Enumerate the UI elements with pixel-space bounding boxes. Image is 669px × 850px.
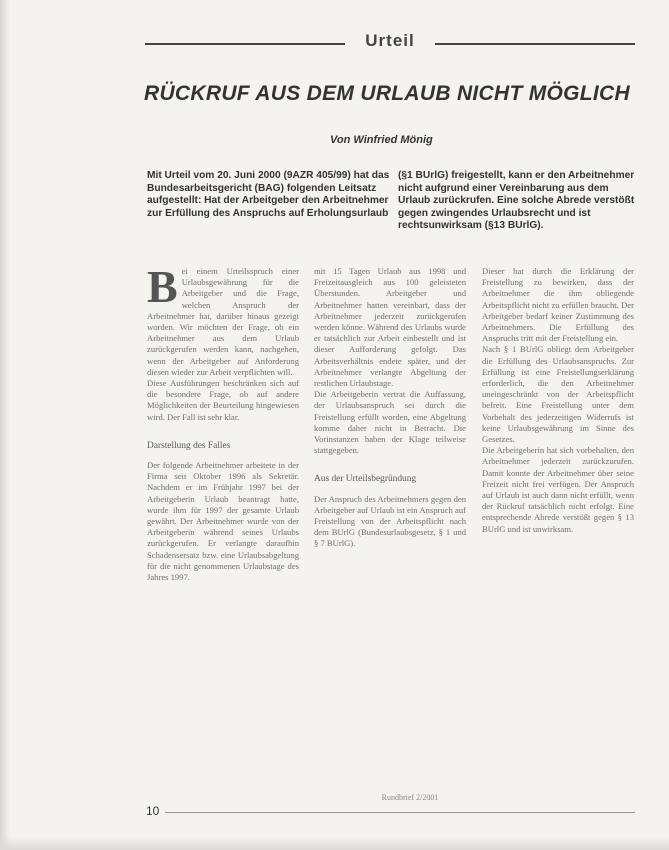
- article-title: RÜCKRUF AUS DEM URLAUB NICHT MÖGLICH: [144, 82, 630, 105]
- drop-cap: B: [147, 261, 178, 312]
- rubric-rule-right: [435, 43, 635, 45]
- rubric-rule-left: [145, 43, 345, 45]
- article-author: Von Winfried Mönig: [330, 134, 433, 146]
- scan-shadow-bottom: [0, 836, 669, 850]
- section-rubric: Urteil: [365, 31, 415, 50]
- body-paragraph: Dieser hat durch die Erklärung der Freistellung zu bewirken, dass der Arbeitnehmer die ihm obliegende Arbeitspflicht nicht zu erfüllen braucht. Der Arbeitgeber bedarf keiner Zustimmung des Arbeitnehmers. Die Erfüllung des Anspruchs tritt mit der Freistellung ein.: [482, 266, 634, 344]
- text-column-1: [147, 261, 299, 583]
- body-paragraph: Der folgende Arbeitnehmer arbeitete in der Firma seit Oktober 1996 als Sekretär. Nachdem er im Frühjahr 1997 bei der Arbeitgeberin Urlaub beantragt hatte, wurde ihm für 1997 der gesamte Urlaub gewährt. Der Arbeitnehmer wurde von der Arbeitgeberin während seines Urlaubs zurückgerufen. Er verlangte daraufhin Schadensersatz bzw. eine Urlaubsabgeltung für die nicht genommenen Urlaubstage des Jahres 1997.: [147, 460, 299, 583]
- body-paragraph: ei einem Urteilsspruch einer Urlaubsgewährung für die Arbeitgeber und die Frage, welchen Anspruch der Arbeitnehmer hat, darüber hinaus gezeigt worden. Wir möchten der Frage, ob ein Arbeitnehmer aus dem Urlaub zurückgerufen werden kann, nachgehen, wenn der Arbeitgeber auf Anforderung diesen wieder zur Arbeit verpflichten will.: [147, 266, 299, 377]
- body-paragraph: Nach § 1 BUrlG obliegt dem Arbeitgeber die Erfüllung des Urlaubsanspruchs. Zur Erfüllung ist eine Freistellungserklärung erforderlich, die den Arbeitnehmer uneingeschränkt von der Arbeitspflicht befreit. Eine Freistellung unter dem Vorbehalt des jederzeitigen Widerrufs ist keine Urlaubsgewährung im Sinne des Gesetzes.: [482, 344, 634, 445]
- page-number: 10: [146, 804, 160, 818]
- body-paragraph: Die Arbeitgeberin hat sich vorbehalten, den Arbeitnehmer jederzeit zurückzurufen. Damit konnte der Arbeitnehmer über seine Freizeit nicht frei verfügen. Der Anspruch auf Urlaub ist auch dann nicht erfüllt, wenn der Rückruf tatsächlich nicht erfolgt. Eine entsprechende Abrede verstößt gegen § 13 BUrlG und ist unwirksam.: [482, 445, 634, 534]
- lead-paragraph-right: (§1 BUrlG) freigestellt, kann er den Arbeitnehmer nicht aufgrund einer Vereinbarung aus dem Urlaub zurückrufen. Eine solche Abrede verstößt gegen zwingendes Urlaubsrecht und ist rechtsunwirksam (§13 BUrlG).: [398, 170, 635, 232]
- section-subheading: Darstellung des Falles: [147, 440, 231, 451]
- text-column-2: [314, 266, 466, 550]
- body-paragraph: Die Arbeitgeberin vertrat die Auffassung, der Urlaubsanspruch sei durch die Freistellung erfüllt worden, eine Abgeltung komme daher nicht in Betracht. Die Vorinstanzen haben der Klage teilweise stattgegeben.: [314, 389, 466, 456]
- body-paragraph: Diese Ausführungen beschränken sich auf die besondere Frage, ob auf andere Möglichkeiten der Beurteilung hingewiesen wird. Der Fall ist sehr klar.: [147, 378, 299, 422]
- section-subheading: Aus der Urteilsbegründung: [314, 474, 417, 485]
- publication-footer: Rundbrief 2/2001: [381, 793, 439, 802]
- text-column-3: [482, 266, 634, 535]
- footer-rule: [165, 812, 635, 813]
- body-paragraph: Der Anspruch des Arbeitnehmers gegen den Arbeitgeber auf Urlaub ist ein Anspruch auf Freistellung von der Arbeitspflicht nach dem BUrlG (Bundesurlaubsgesetz, § 1 und § 7 BUrlG).: [314, 493, 466, 549]
- lead-paragraph-left: Mit Urteil vom 20. Juni 2000 (9AZR 405/99) hat das Bundesarbeitsgericht (BAG) folgenden Leitsatz aufgestellt: Hat der Arbeitgeber den Arbeitnehmer zur Erfüllung des Anspruchs auf Erholungsurlaub: [147, 170, 390, 219]
- body-paragraph: mit 15 Tagen Urlaub aus 1998 und Freizeitausgleich aus 100 geleisteten Überstunden. Arbeitgeber und Arbeitnehmer hatten vereinbart, dass der Arbeitnehmer jederzeit zurückgerufen werden könne. Während des Urlaubs wurde er tatsächlich zur Arbeit einbestellt und ist dieser Aufforderung gefolgt. Das Arbeitsverhältnis endete später, und der Arbeitnehmer verlangte Abgeltung der restlichen Urlaubstage.: [314, 266, 466, 389]
- scan-shadow-left: [0, 0, 10, 850]
